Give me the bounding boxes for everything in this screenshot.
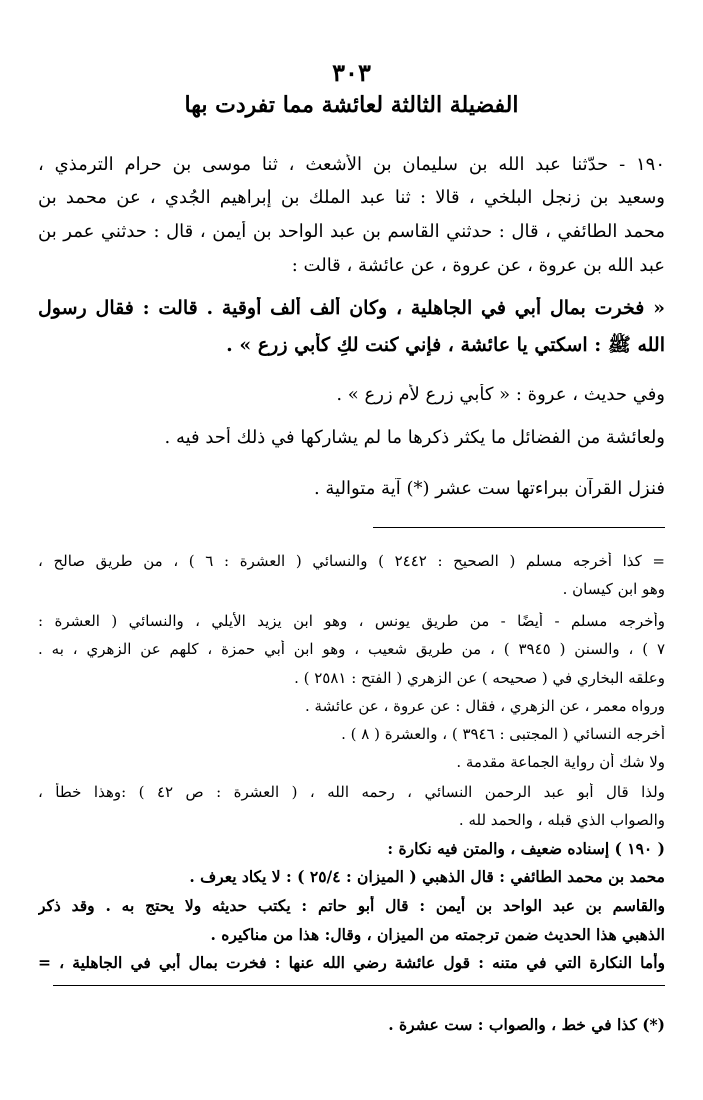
commentary-line: والقاسم بن عبد الواحد بن أيمن : قال أبو حاتم : يكتب حديثه ولا يحتج به . وقد ذكر xyxy=(38,896,665,915)
paragraph: ولعائشة من الفضائل ما يكثر ذكرها ما لم يشاركها في ذلك أحد فيه . xyxy=(164,427,665,448)
main-text-line: وسعيد بن زنجل البلخي ، قالا : ثنا عبد الملك بن إبراهيم الجُدي ، عن محمد بن xyxy=(38,187,665,208)
footnote-line: ولذا قال أبو عبد الرحمن النسائي ، رحمه الله ، ( العشرة : ص ٤٢ ) :وهذا خطأ ، xyxy=(38,783,665,801)
paragraph: فنزل القرآن ببراءتها ست عشر (*) آية متوالية . xyxy=(313,478,665,499)
commentary-line: محمد بن محمد الطائفي : قال الذهبي ( الميزان : ٢٥/٤ ) : لا يكاد يعرف . xyxy=(189,867,665,886)
page-number: ٣٠٣ xyxy=(332,58,371,87)
hadith-text-line: الله ﷺ : اسكتي يا عائشة ، فإني كنت لكِ كأبي زرع » . xyxy=(226,334,665,356)
bottom-separator xyxy=(53,985,665,986)
paragraph: وفي حديث ، عروة : « كأبي زرع لأم زرع » . xyxy=(336,384,665,405)
footnote-line: ورواه معمر ، عن الزهري ، فقال : عن عروة ، عن عائشة . xyxy=(304,697,665,715)
commentary-line: وأما النكارة التي في متنه : قول عائشة رضي الله عنها : فخرت بمال أبي في الجاهلية ، = xyxy=(38,953,665,972)
chapter-title: الفضيلة الثالثة لعائشة مما تفردت بها xyxy=(184,92,519,118)
main-text-line: ١٩٠ - حدّثنا عبد الله بن سليمان بن الأشعث ، ثنا موسى بن حرام الترمذي ، xyxy=(38,154,665,175)
footnote-line: والصواب الذي قبله ، والحمد لله . xyxy=(458,811,665,829)
footnote-line: أخرجه النسائي ( المجتبى : ٣٩٤٦ ) ، والعشرة ( ٨ ) . xyxy=(341,725,665,743)
footnote-separator xyxy=(373,527,665,528)
footnote-line: وعلقه البخاري في ( صحيحه ) عن الزهري ( الفتح : ٢٥٨١ ) . xyxy=(294,669,665,687)
commentary-line: الذهبي هذا الحديث ضمن ترجمته من الميزان ، وقال: هذا من مناكيره . xyxy=(210,925,665,944)
main-text-line: محمد الطائفي ، قال : حدثني القاسم بن عبد الواحد بن أيمن ، قال : حدثني عمر بن xyxy=(38,221,665,242)
footnote-line: وأخرجه مسلم - أيضًا - من طريق يونس ، وهو ابن يزيد الأيلي ، والنسائي ( العشرة : xyxy=(38,612,665,630)
footnote-line: ولا شك أن رواية الجماعة مقدمة . xyxy=(456,753,665,771)
bottom-note: (*) كذا في خط ، والصواب : ست عشرة . xyxy=(388,1015,665,1034)
footnote-line: وهو ابن كيسان . xyxy=(562,580,665,598)
main-text-line: عبد الله بن عروة ، عن عروة ، عن عائشة ، قالت : xyxy=(291,255,665,276)
commentary-heading: ( ١٩٠ ) إسناده ضعيف ، والمتن فيه نكارة : xyxy=(387,839,665,858)
footnote-line: ٧ ) ، والسنن ( ٣٩٤٥ ) ، من طريق شعيب ، وهو ابن أبي حمزة ، كلهم عن الزهري ، به . xyxy=(38,640,665,658)
footnote-line: = كذا أخرجه مسلم ( الصحيح : ٢٤٤٢ ) والنسائي ( العشرة : ٦ ) ، من طريق صالح ، xyxy=(38,552,665,570)
hadith-text-line: « فخرت بمال أبي في الجاهلية ، وكان ألف ألف أوقية . قالت : فقال رسول xyxy=(38,297,665,319)
